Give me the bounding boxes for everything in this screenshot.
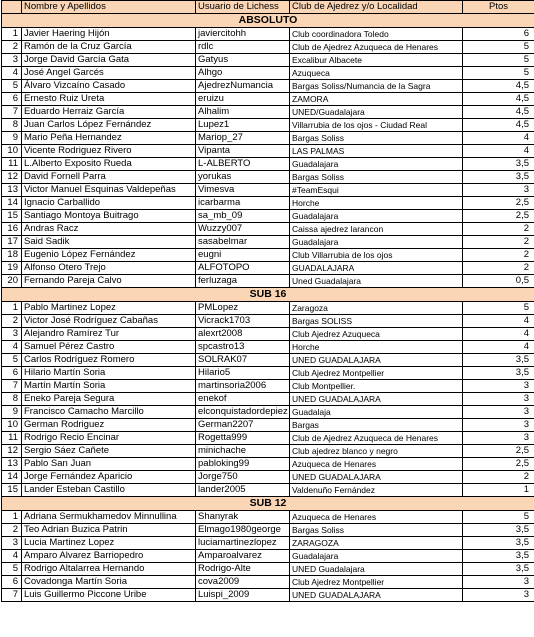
name-cell: Pablo San Juan (22, 458, 196, 471)
name-cell: Vicente Rodriguez Rivero (22, 145, 196, 158)
name-cell: Said Sadik (22, 236, 196, 249)
points-cell: 0,5 (463, 275, 534, 288)
name-cell: Teo Adrian Buzica Patrin (22, 524, 196, 537)
table-row (2, 484, 534, 497)
name-cell: Javier Haering Hijón (22, 28, 196, 41)
table-row (2, 354, 534, 367)
club-cell: UNED Guadalajara (290, 563, 463, 576)
points-cell: 2 (463, 223, 534, 236)
name-cell: Hilario Martín Soria (22, 367, 196, 380)
rank-cell: 1 (2, 302, 22, 315)
club-cell: UNED GUADALAJARA (290, 471, 463, 484)
table-row (2, 93, 534, 106)
username-cell: Rodrigo-Alte (196, 563, 290, 576)
points-cell: 2 (463, 249, 534, 262)
table-row (2, 262, 534, 275)
rank-cell: 1 (2, 511, 22, 524)
table-row (2, 563, 534, 576)
name-cell: Sergio Sáez Cañete (22, 445, 196, 458)
rank-cell: 6 (2, 367, 22, 380)
username-cell: lander2005 (196, 484, 290, 497)
username-cell: eugni (196, 249, 290, 262)
username-cell: pabloking99 (196, 458, 290, 471)
rank-cell: 18 (2, 249, 22, 262)
section-header-row (2, 288, 534, 302)
table-row (2, 223, 534, 236)
username-cell: sasabelmar (196, 236, 290, 249)
rank-cell: 2 (2, 41, 22, 54)
username-cell: L-ALBERTO (196, 158, 290, 171)
club-cell: Caissa ajedrez laranc​on (290, 223, 463, 236)
username-cell: Gatyus (196, 54, 290, 67)
club-cell: Club de Ajedrez Azuqueca de Henares (290, 41, 463, 54)
name-cell: Lander Esteban Castillo (22, 484, 196, 497)
rank-cell: 8 (2, 119, 22, 132)
points-cell: 4 (463, 145, 534, 158)
points-cell: 5 (463, 302, 534, 315)
rank-cell: 7 (2, 380, 22, 393)
table-row (2, 419, 534, 432)
points-cell: 1 (463, 484, 534, 497)
points-cell: 4,5 (463, 119, 534, 132)
points-cell: 3 (463, 589, 534, 602)
username-cell: Vimesva (196, 184, 290, 197)
points-cell: 5 (463, 67, 534, 80)
points-cell: 3,5 (463, 354, 534, 367)
table-row (2, 341, 534, 354)
rank-cell: 10 (2, 145, 22, 158)
points-cell: 4 (463, 315, 534, 328)
username-cell: SOLRAK07 (196, 354, 290, 367)
table-row (2, 380, 534, 393)
rank-cell: 1 (2, 28, 22, 41)
header-num (2, 1, 22, 14)
name-cell: Victor José Rodríguez Cabañas (22, 315, 196, 328)
points-cell: 3,5 (463, 367, 534, 380)
section-header-row (2, 14, 534, 28)
section-title: ABSOLUTO (2, 14, 534, 28)
club-cell: Club Ajedrez Montpellier (290, 367, 463, 380)
points-cell: 3,5 (463, 524, 534, 537)
club-cell: UNED GUADALAJARA (290, 393, 463, 406)
points-cell: 3 (463, 419, 534, 432)
club-cell: ZAMORA (290, 93, 463, 106)
rank-cell: 8 (2, 393, 22, 406)
username-cell: elconquistadordepiez (196, 406, 290, 419)
name-cell: Luis Guillermo Piccone Uribe (22, 589, 196, 602)
table-row (2, 197, 534, 210)
table-row (2, 537, 534, 550)
points-cell: 5 (463, 511, 534, 524)
name-cell: Martín Martín Soria (22, 380, 196, 393)
username-cell: alexrt2008 (196, 328, 290, 341)
club-cell: ZARAGOZA (290, 537, 463, 550)
table-row (2, 132, 534, 145)
points-cell: 2,5 (463, 210, 534, 223)
points-cell: 3,5 (463, 550, 534, 563)
points-cell: 4 (463, 328, 534, 341)
username-cell: Amparoalvarez (196, 550, 290, 563)
club-cell: Guadalajara (290, 210, 463, 223)
points-cell: 4,5 (463, 93, 534, 106)
club-cell: GUADALAJARA (290, 262, 463, 275)
points-cell: 5 (463, 54, 534, 67)
rank-cell: 10 (2, 419, 22, 432)
rank-cell: 11 (2, 158, 22, 171)
name-cell: Rodrigo Recio Encinar (22, 432, 196, 445)
club-cell: Bargas Soliss (290, 171, 463, 184)
username-cell: Jorge750 (196, 471, 290, 484)
club-cell: LAS PALMAS (290, 145, 463, 158)
rank-cell: 20 (2, 275, 22, 288)
points-cell: 2 (463, 471, 534, 484)
rank-cell: 19 (2, 262, 22, 275)
username-cell: Alhgo (196, 67, 290, 80)
club-cell: Guadalajara (290, 158, 463, 171)
name-cell: Carlos Rodríguez Romero (22, 354, 196, 367)
table-row (2, 171, 534, 184)
name-cell: Álvaro Vizcaíno Casado (22, 80, 196, 93)
username-cell: rdlc (196, 41, 290, 54)
username-cell: Wuzzy007 (196, 223, 290, 236)
points-cell: 3,5 (463, 563, 534, 576)
username-cell: javiercitohh (196, 28, 290, 41)
points-cell: 3,5 (463, 171, 534, 184)
username-cell: enekof (196, 393, 290, 406)
club-cell: Bargas Soliss (290, 524, 463, 537)
rank-cell: 3 (2, 54, 22, 67)
name-cell: Amparo Alvarez Barriopedro (22, 550, 196, 563)
club-cell: Uned Guadalajara (290, 275, 463, 288)
table-row (2, 106, 534, 119)
club-cell: Club Montpellier. (290, 380, 463, 393)
name-cell: Pablo Martinez Lopez (22, 302, 196, 315)
table-row (2, 302, 534, 315)
rank-cell: 12 (2, 171, 22, 184)
table-row (2, 249, 534, 262)
rank-cell: 4 (2, 550, 22, 563)
club-cell: Guadalajara (290, 550, 463, 563)
results-table (1, 0, 534, 602)
table-row (2, 67, 534, 80)
points-cell: 3 (463, 393, 534, 406)
rank-cell: 9 (2, 132, 22, 145)
name-cell: Eduardo Herraiz García (22, 106, 196, 119)
club-cell: Club Ajedrez Azuqueca (290, 328, 463, 341)
club-cell: Horche (290, 341, 463, 354)
club-cell: Azuqueca de Henares (290, 511, 463, 524)
section-title: SUB 12 (2, 497, 534, 511)
header-user: Usuario de Lichess (196, 1, 290, 14)
rank-cell: 7 (2, 106, 22, 119)
club-cell: Bargas Soliss (290, 132, 463, 145)
rank-cell: 15 (2, 210, 22, 223)
username-cell: icarbarma (196, 197, 290, 210)
club-cell: Excalibur Albacete (290, 54, 463, 67)
table-row (2, 119, 534, 132)
rank-cell: 13 (2, 458, 22, 471)
username-cell: Shanyrak (196, 511, 290, 524)
table-row (2, 511, 534, 524)
table-row (2, 550, 534, 563)
club-cell: UNED/Guadalajara (290, 106, 463, 119)
results-body (2, 14, 534, 602)
username-cell: Mariop_27 (196, 132, 290, 145)
points-cell: 3 (463, 432, 534, 445)
club-cell: Club coordinadora Toledo (290, 28, 463, 41)
name-cell: David Fornell Parra (22, 171, 196, 184)
username-cell: PMLopez (196, 302, 290, 315)
points-cell: 3 (463, 406, 534, 419)
rank-cell: 6 (2, 93, 22, 106)
points-cell: 3 (463, 380, 534, 393)
club-cell: Club ajedrez blanco y negro (290, 445, 463, 458)
name-cell: Ignacio Carballido (22, 197, 196, 210)
username-cell: Lupez1 (196, 119, 290, 132)
username-cell: spcastro13 (196, 341, 290, 354)
rank-cell: 4 (2, 341, 22, 354)
name-cell: Ernesto Ruiz Ureta (22, 93, 196, 106)
username-cell: martinsoria2006 (196, 380, 290, 393)
rank-cell: 16 (2, 223, 22, 236)
name-cell: Covadonga Martín Soria (22, 576, 196, 589)
club-cell: Valdenuño Fernández (290, 484, 463, 497)
rank-cell: 12 (2, 445, 22, 458)
name-cell: German Rodriguez (22, 419, 196, 432)
name-cell: Rodrigo Altalarrea Hernando (22, 563, 196, 576)
table-row (2, 184, 534, 197)
points-cell: 2 (463, 262, 534, 275)
table-row (2, 41, 534, 54)
table-row (2, 328, 534, 341)
username-cell: Elmago1980george (196, 524, 290, 537)
club-cell: Guadalaja (290, 406, 463, 419)
username-cell: ALFOTOPO (196, 262, 290, 275)
header-club: Club de Ajedrez y/o Localidad (290, 1, 463, 14)
table-row (2, 158, 534, 171)
club-cell: Bargas (290, 419, 463, 432)
name-cell: Victor Manuel Esquinas Valdepeñas (22, 184, 196, 197)
rank-cell: 5 (2, 354, 22, 367)
rank-cell: 3 (2, 537, 22, 550)
club-cell: Horche (290, 197, 463, 210)
rank-cell: 15 (2, 484, 22, 497)
rank-cell: 5 (2, 563, 22, 576)
club-cell: Club Villarrubia de los ojos (290, 249, 463, 262)
name-cell: Alejandro Ramírez Tur (22, 328, 196, 341)
username-cell: cova2009 (196, 576, 290, 589)
name-cell: Eneko Pareja Segura (22, 393, 196, 406)
table-row (2, 80, 534, 93)
name-cell: Juan Carlos López Fernández (22, 119, 196, 132)
name-cell: Eugenio López Fernández (22, 249, 196, 262)
username-cell: Rogetta999 (196, 432, 290, 445)
rank-cell: 2 (2, 524, 22, 537)
club-cell: UNED GUADALAJARA (290, 354, 463, 367)
table-row (2, 524, 534, 537)
rank-cell: 2 (2, 315, 22, 328)
rank-cell: 4 (2, 67, 22, 80)
points-cell: 2 (463, 236, 534, 249)
username-cell: yorukas (196, 171, 290, 184)
rank-cell: 5 (2, 80, 22, 93)
header-name: Nombre y Apellidos (22, 1, 196, 14)
club-cell: Zaragoza (290, 302, 463, 315)
table-row (2, 54, 534, 67)
table-row (2, 458, 534, 471)
table-row (2, 236, 534, 249)
name-cell: L.Alberto Exposito Rueda (22, 158, 196, 171)
username-cell: sa_mb_09 (196, 210, 290, 223)
table-row (2, 145, 534, 158)
points-cell: 4,5 (463, 80, 534, 93)
name-cell: Fernando Pareja Calvo (22, 275, 196, 288)
points-cell: 3 (463, 576, 534, 589)
table-row (2, 445, 534, 458)
username-cell: German2207 (196, 419, 290, 432)
points-cell: 2,5 (463, 197, 534, 210)
table-row (2, 589, 534, 602)
club-cell: Guadalajara (290, 236, 463, 249)
rank-cell: 9 (2, 406, 22, 419)
table-row (2, 315, 534, 328)
club-cell: #TeamEsqui (290, 184, 463, 197)
name-cell: Jorge David García Gata (22, 54, 196, 67)
name-cell: Samuel Pérez Castro (22, 341, 196, 354)
points-cell: 3 (463, 184, 534, 197)
name-cell: Jorge Fernández Aparicio (22, 471, 196, 484)
rank-cell: 6 (2, 576, 22, 589)
club-cell: Club Ajedrez Montpellier (290, 576, 463, 589)
name-cell: Santiago Montoya Buitrago (22, 210, 196, 223)
points-cell: 4 (463, 132, 534, 145)
name-cell: Adriana Sermukhamedov Minnullina (22, 511, 196, 524)
name-cell: Mario Peña Hernandez (22, 132, 196, 145)
points-cell: 5 (463, 41, 534, 54)
rank-cell: 7 (2, 589, 22, 602)
table-row (2, 367, 534, 380)
club-cell: Villarrubia de los ojos - Ciudad Real (290, 119, 463, 132)
rank-cell: 11 (2, 432, 22, 445)
section-header-row (2, 497, 534, 511)
club-cell: UNED GUADALAJARA (290, 589, 463, 602)
username-cell: minichache (196, 445, 290, 458)
table-row (2, 393, 534, 406)
table-row (2, 406, 534, 419)
username-cell: Luispi_2009 (196, 589, 290, 602)
club-cell: Bargas Soliss/Numancia de la Sagra (290, 80, 463, 93)
points-cell: 3,5 (463, 158, 534, 171)
name-cell: Ramón de la Cruz García (22, 41, 196, 54)
username-cell: AjedrezNumancia (196, 80, 290, 93)
points-cell: 3,5 (463, 537, 534, 550)
username-cell: Hilario5 (196, 367, 290, 380)
username-cell: Alhalim (196, 106, 290, 119)
table-row (2, 471, 534, 484)
points-cell: 2,5 (463, 458, 534, 471)
club-cell: Bargas SOLISS (290, 315, 463, 328)
username-cell: Vicrack1703 (196, 315, 290, 328)
table-row (2, 275, 534, 288)
header-row (2, 1, 534, 14)
username-cell: ferluzaga (196, 275, 290, 288)
name-cell: Andras Racz (22, 223, 196, 236)
club-cell: Azuqueca (290, 67, 463, 80)
club-cell: Club de Ajedrez Azuqueca de Henares (290, 432, 463, 445)
points-cell: 2,5 (463, 445, 534, 458)
table-row (2, 28, 534, 41)
points-cell: 6 (463, 28, 534, 41)
username-cell: eruizu (196, 93, 290, 106)
rank-cell: 13 (2, 184, 22, 197)
points-cell: 4 (463, 341, 534, 354)
table-row (2, 432, 534, 445)
name-cell: Alfonso Otero Trejo (22, 262, 196, 275)
header-points: Ptos (463, 1, 534, 14)
table-row (2, 576, 534, 589)
username-cell: Vipanta (196, 145, 290, 158)
rank-cell: 17 (2, 236, 22, 249)
name-cell: Francisco Camacho Marcillo (22, 406, 196, 419)
points-cell: 4,5 (463, 106, 534, 119)
rank-cell: 14 (2, 197, 22, 210)
rank-cell: 14 (2, 471, 22, 484)
section-title: SUB 16 (2, 288, 534, 302)
table-row (2, 210, 534, 223)
rank-cell: 3 (2, 328, 22, 341)
name-cell: José Angel Garcés (22, 67, 196, 80)
username-cell: luciamartinezlopez (196, 537, 290, 550)
club-cell: Azuqueca de Henares (290, 458, 463, 471)
name-cell: Lucia Martinez Lopez (22, 537, 196, 550)
